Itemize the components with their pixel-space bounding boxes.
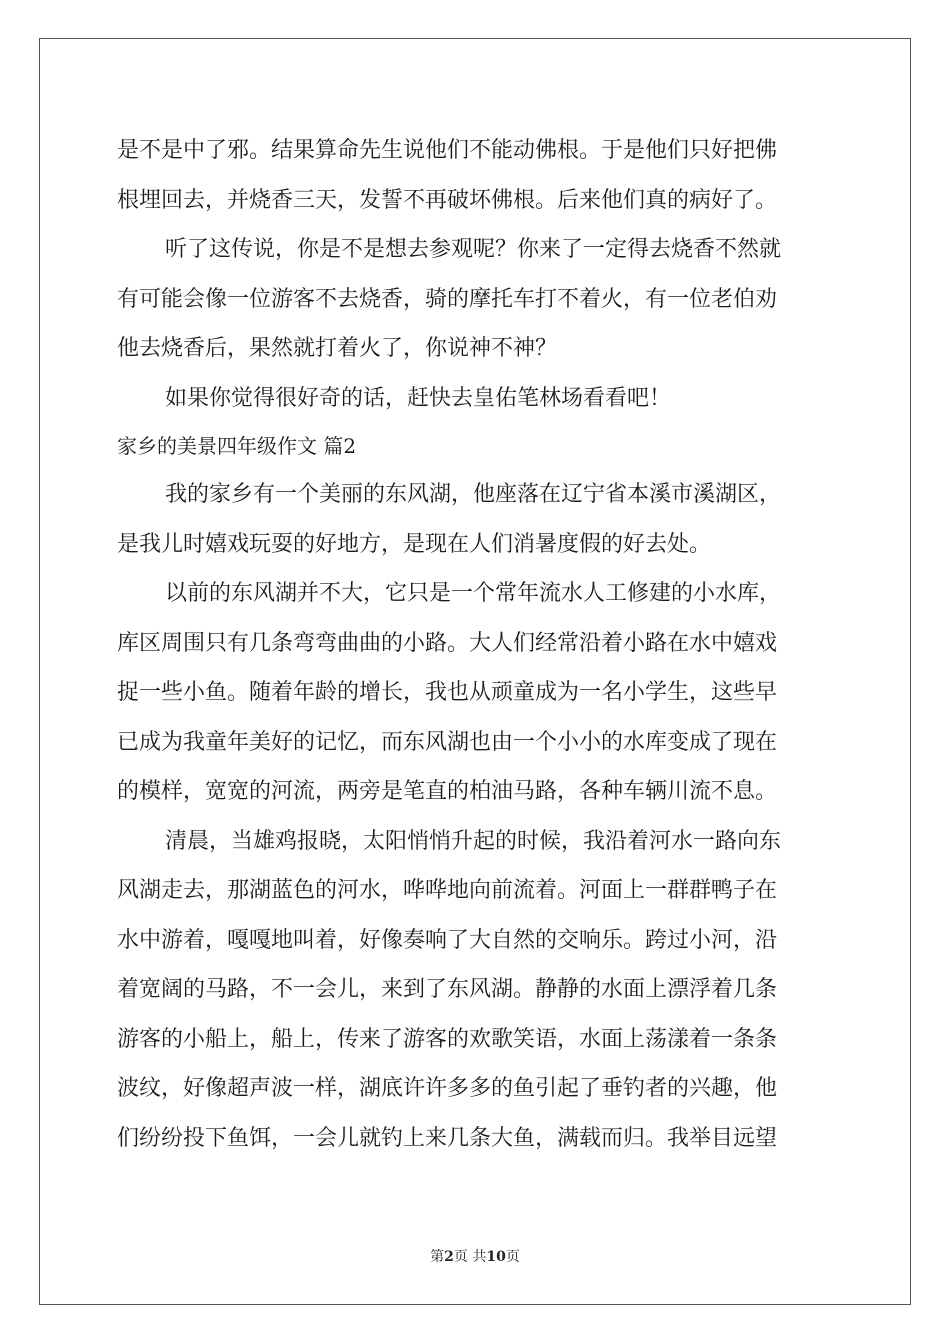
text-line: 是不是中了邪。结果算命先生说他们不能动佛根。于是他们只好把佛: [117, 138, 778, 163]
paragraph: [117, 374, 833, 424]
text-line: 库区周围只有几条弯弯曲曲的小路。大人们经常沿着小路在水中嬉戏: [117, 630, 778, 656]
section-heading: 家乡的美景四年级作文 篇2: [117, 434, 357, 458]
text-line: 们纷纷投下鱼饵，一会儿就钓上来几条大鱼，满载而归。我举目远望: [117, 1125, 778, 1151]
text-line: 着宽阔的马路，不一会儿，来到了东风湖。静静的水面上漂浮着几条: [117, 977, 778, 1002]
text-line: 游客的小船上，船上，传来了游客的欢歌笑语，水面上荡漾着一条条: [117, 1026, 778, 1052]
section-part1: [117, 126, 833, 423]
section-part2: [117, 470, 833, 1163]
text-line: 清晨，当雄鸡报晓，太阳悄悄升起的时候，我沿着河水一路向东: [165, 828, 782, 854]
text-line: 的模样，宽宽的河流，两旁是笔直的柏油马路，各种车辆川流不息。: [117, 779, 778, 804]
text-line: 如果你觉得很好奇的话，赶快去皇佑笔林场看看吧！: [165, 385, 672, 411]
footer-total-pages: 10: [486, 1249, 506, 1265]
paragraph: [117, 470, 833, 569]
text-line: 听了这传说，你是不是想去参观呢？你来了一定得去烧香不然就: [165, 237, 782, 262]
paragraph: [117, 569, 833, 817]
document-body: [117, 126, 833, 1163]
paragraph: [117, 225, 833, 374]
footer-suffix: 页: [505, 1249, 520, 1265]
footer-current-page: 2: [444, 1249, 454, 1265]
footer-mid: 页 共: [453, 1249, 487, 1265]
text-line: 水中游着，嘎嘎地叫着，好像奏响了大自然的交响乐。跨过小河，沿: [117, 927, 778, 953]
paragraph: [117, 817, 833, 1164]
text-line: 捉一些小鱼。随着年龄的增长，我也从顽童成为一名小学生，这些早: [117, 680, 778, 705]
text-line: 以前的东风湖并不大，它只是一个常年流水人工修建的小水库，: [165, 581, 782, 606]
text-line: 根埋回去，并烧香三天，发誓不再破坏佛根。后来他们真的病好了。: [117, 187, 778, 213]
text-line: 他去烧香后，果然就打着火了，你说神不神？: [117, 336, 558, 361]
text-line: 有可能会像一位游客不去烧香，骑的摩托车打不着火，有一位老伯劝: [117, 286, 778, 312]
text-line: 我的家乡有一个美丽的东风湖，他座落在辽宁省本溪市溪湖区，: [165, 482, 782, 507]
footer-prefix: 第: [430, 1249, 445, 1265]
text-line: 已成为我童年美好的记忆，而东风湖也由一个小小的水库变成了现在: [117, 729, 778, 755]
text-line: 是我儿时嬉戏玩耍的好地方，是现在人们消暑度假的好去处。: [117, 531, 712, 557]
text-line: 波纹，好像超声波一样，湖底许许多多的鱼引起了垂钓者的兴趣，他: [117, 1076, 778, 1101]
paragraph: [117, 126, 833, 225]
page-footer: [0, 1246, 950, 1266]
text-line: 风湖走去，那湖蓝色的河水，哗哗地向前流着。河面上一群群鸭子在: [117, 878, 778, 903]
